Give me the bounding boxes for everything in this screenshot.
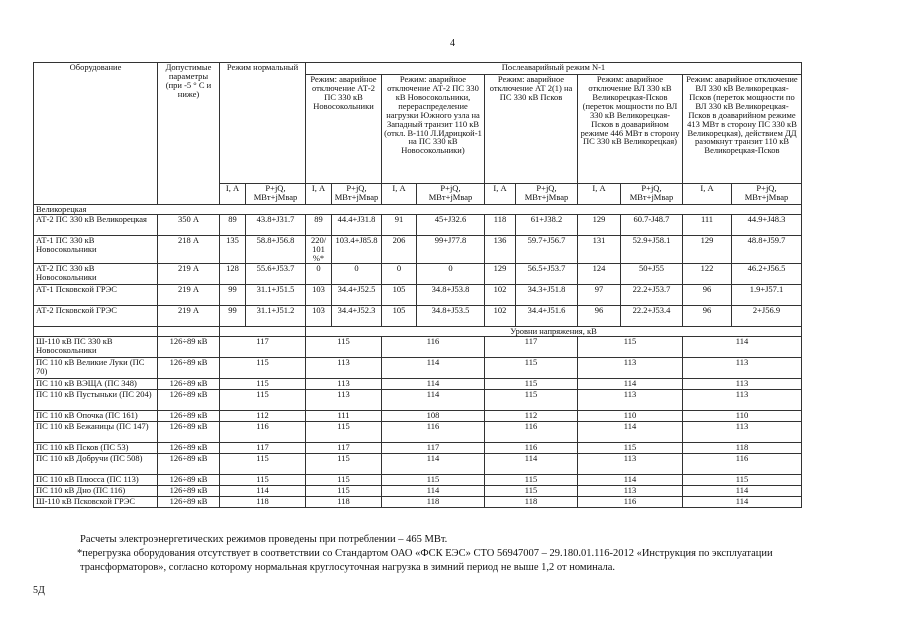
power-value: 31.1+J51.2 xyxy=(246,305,306,326)
substation-name: ПС 110 кВ Опочка (ПС 161) xyxy=(34,410,158,421)
header-mode-4: Режим: аварийное отключение ВЛ 330 кВ Великорецкая-Псков (переток мощности по ВЛ 330 кВ Великорецкая-Псков в доаварийном режиме 446 МВт в сторону ПС 330 кВ Великорецкая) xyxy=(578,75,683,184)
equipment-name: АТ-2 ПС 330 кВ Великорецкая xyxy=(34,214,158,235)
table-row xyxy=(34,453,802,474)
voltage-value: 114 xyxy=(220,485,306,496)
voltage-value: 117 xyxy=(220,336,306,357)
table-row xyxy=(34,421,802,442)
current-value: 129 xyxy=(683,235,732,263)
current-value: 129 xyxy=(578,214,621,235)
allowed-voltage: 126÷89 кВ xyxy=(158,357,220,378)
footer-line-overload-note: *перегрузка оборудования отсутствует в соответствии со Стандартом ОАО «ФСК ЕЭС» СТО 56947007 – 29.180.01.116-2012 «Инструкция по эксплуатации трансформаторов», согласно которому нормальная круглосуточная нагрузка в зимний период не выше 1,2 от номинала. xyxy=(77,548,773,573)
voltage-value: 117 xyxy=(306,442,382,453)
voltage-value: 116 xyxy=(382,421,485,442)
substation-name: ПС 110 кВ Плюсса (ПС 113) xyxy=(34,474,158,485)
current-value: 102 xyxy=(485,305,516,326)
table-row xyxy=(34,235,802,263)
power-value: 43.8+J31.7 xyxy=(246,214,306,235)
current-value: 206 xyxy=(382,235,417,263)
current-value: 0 xyxy=(306,263,332,284)
voltage-value: 115 xyxy=(485,389,578,410)
power-value: 56.5+J53.7 xyxy=(516,263,578,284)
power-value: 2+J56.9 xyxy=(732,305,802,326)
header-mode-2: Режим: аварийное отключение АТ-2 ПС 330 кВ Новосокольники, перераспределение нагрузки Южного узла на Западный транзит 110 кВ (откл. В-110 Л.Идрицкой-1 на ПС 330 кВ Новосокольники) xyxy=(382,75,485,184)
table-row xyxy=(34,378,802,389)
power-value: 48.8+J59.7 xyxy=(732,235,802,263)
current-value: 129 xyxy=(485,263,516,284)
voltage-value: 113 xyxy=(306,357,382,378)
voltage-value: 113 xyxy=(683,389,802,410)
voltage-value: 118 xyxy=(306,496,382,507)
voltage-value: 113 xyxy=(578,485,683,496)
voltage-value: 113 xyxy=(306,378,382,389)
allowed-value: 219 А xyxy=(158,263,220,284)
allowed-voltage: 126÷89 кВ xyxy=(158,421,220,442)
current-value: 111 xyxy=(683,214,732,235)
unit-header-power: P+jQ, МВт+jМвар xyxy=(332,184,382,205)
current-value: 105 xyxy=(382,305,417,326)
current-value: 118 xyxy=(485,214,516,235)
substation-name: ПС 110 кВ Великие Луки (ПС 70) xyxy=(34,357,158,378)
voltage-value: 111 xyxy=(306,410,382,421)
power-value: 0 xyxy=(332,263,382,284)
voltage-section-title: Уровни напряжения, кВ xyxy=(306,326,802,336)
voltage-value: 114 xyxy=(382,357,485,378)
voltage-value: 118 xyxy=(220,496,306,507)
blank-cell xyxy=(220,326,306,336)
substation-name: ПС 110 кВ Пустыньки (ПС 204) xyxy=(34,389,158,410)
current-value: 122 xyxy=(683,263,732,284)
voltage-value: 116 xyxy=(220,421,306,442)
current-value: 89 xyxy=(306,214,332,235)
allowed-value: 350 А xyxy=(158,214,220,235)
power-value: 34.8+J53.5 xyxy=(417,305,485,326)
voltage-value: 115 xyxy=(220,389,306,410)
allowed-voltage: 126÷89 кВ xyxy=(158,485,220,496)
allowed-value: 218 А xyxy=(158,235,220,263)
current-value: 99 xyxy=(220,305,246,326)
current-value: 124 xyxy=(578,263,621,284)
voltage-value: 114 xyxy=(683,496,802,507)
voltage-value: 115 xyxy=(306,485,382,496)
substation-name: ПС 110 кВ Дно (ПС 116) xyxy=(34,485,158,496)
voltage-value: 113 xyxy=(578,389,683,410)
power-value: 46.2+J56.5 xyxy=(732,263,802,284)
power-value: 45+J32.6 xyxy=(417,214,485,235)
substation-name: ПС 110 кВ Бежаницы (ПС 147) xyxy=(34,421,158,442)
voltage-value: 115 xyxy=(220,453,306,474)
header-allowed: Допустимые параметры (при -5 ° С и ниже) xyxy=(158,63,220,205)
voltage-value: 115 xyxy=(485,474,578,485)
power-value: 31.1+J51.5 xyxy=(246,284,306,305)
current-value: 131 xyxy=(578,235,621,263)
substation-name: ПС 110 кВ Псков (ПС 53) xyxy=(34,442,158,453)
voltage-value: 115 xyxy=(306,474,382,485)
voltage-value: 113 xyxy=(683,421,802,442)
blank-cell xyxy=(158,326,220,336)
table-row xyxy=(34,389,802,410)
voltage-value: 115 xyxy=(683,474,802,485)
voltage-value: 113 xyxy=(683,378,802,389)
power-value: 34.3+J51.8 xyxy=(516,284,578,305)
header-mode-5: Режим: аварийное отключение ВЛ 330 кВ Великорецкая-Псков (переток мощности по ВЛ 330 кВ Великорецкая-Псков в доаварийном режиме 413 МВт в сторону ПС 330 кВ Великорецкая), действием ДД разомкнут транзит 110 кВ Великорецкая-Псков xyxy=(683,75,802,184)
allowed-voltage: 126÷89 кВ xyxy=(158,474,220,485)
power-value: 34.4+J52.3 xyxy=(332,305,382,326)
power-value: 34.8+J53.8 xyxy=(417,284,485,305)
equipment-name: АТ-1 Псковской ГРЭС xyxy=(34,284,158,305)
voltage-value: 116 xyxy=(485,421,578,442)
current-value: 103 xyxy=(306,284,332,305)
voltage-value: 113 xyxy=(683,357,802,378)
current-value: 96 xyxy=(578,305,621,326)
table-row xyxy=(34,442,802,453)
allowed-voltage: 126÷89 кВ xyxy=(158,410,220,421)
voltage-value: 115 xyxy=(306,453,382,474)
voltage-value: 118 xyxy=(485,496,578,507)
voltage-value: 115 xyxy=(578,442,683,453)
voltage-value: 115 xyxy=(485,378,578,389)
power-value: 55.6+J53.7 xyxy=(246,263,306,284)
current-value: 91 xyxy=(382,214,417,235)
current-value: 102 xyxy=(485,284,516,305)
voltage-value: 115 xyxy=(485,485,578,496)
table-row xyxy=(34,474,802,485)
power-value: 44.4+J31.8 xyxy=(332,214,382,235)
substation-name: ПС 110 кВ ВЭЩА (ПС 348) xyxy=(34,378,158,389)
voltage-value: 108 xyxy=(382,410,485,421)
voltage-value: 112 xyxy=(485,410,578,421)
substation-name: ПС 110 кВ Добручи (ПС 508) xyxy=(34,453,158,474)
voltage-value: 116 xyxy=(683,453,802,474)
voltage-value: 114 xyxy=(382,485,485,496)
voltage-value: 118 xyxy=(382,496,485,507)
equipment-name: АТ-2 Псковской ГРЭС xyxy=(34,305,158,326)
power-value: 44.9+J48.3 xyxy=(732,214,802,235)
voltage-value: 114 xyxy=(578,378,683,389)
voltage-value: 114 xyxy=(683,485,802,496)
table-row xyxy=(34,496,802,507)
power-value: 99+J77.8 xyxy=(417,235,485,263)
current-value: 105 xyxy=(382,284,417,305)
voltage-value: 113 xyxy=(578,453,683,474)
voltage-value: 115 xyxy=(220,474,306,485)
power-value: 52.9+J58.1 xyxy=(621,235,683,263)
voltage-value: 115 xyxy=(220,357,306,378)
header-post-emergency: Послеаварийный режим N-1 xyxy=(306,63,802,75)
table-row xyxy=(34,284,802,305)
voltage-value: 114 xyxy=(485,453,578,474)
unit-header-power: P+jQ, МВт+jМвар xyxy=(516,184,578,205)
voltage-value: 114 xyxy=(382,453,485,474)
equipment-name: АТ-1 ПС 330 кВ Новосокольники xyxy=(34,235,158,263)
table-row xyxy=(34,305,802,326)
power-value: 34.4+J52.5 xyxy=(332,284,382,305)
power-value: 58.8+J56.8 xyxy=(246,235,306,263)
voltage-value: 116 xyxy=(578,496,683,507)
section-title: Великорецкая xyxy=(34,205,802,215)
voltage-value: 110 xyxy=(578,410,683,421)
voltage-value: 115 xyxy=(306,421,382,442)
current-value: 96 xyxy=(683,284,732,305)
current-value: 99 xyxy=(220,284,246,305)
substation-name: Ш-110 кВ Псковской ГРЭС xyxy=(34,496,158,507)
unit-header-power: P+jQ, МВт+jМвар xyxy=(732,184,802,205)
allowed-voltage: 126÷89 кВ xyxy=(158,336,220,357)
unit-header-current: I, А xyxy=(578,184,621,205)
voltage-value: 117 xyxy=(485,336,578,357)
current-value: 135 xyxy=(220,235,246,263)
current-value: 128 xyxy=(220,263,246,284)
current-value: 89 xyxy=(220,214,246,235)
voltage-value: 114 xyxy=(382,378,485,389)
power-value: 103.4+J85.8 xyxy=(332,235,382,263)
table-row xyxy=(34,410,802,421)
allowed-voltage: 126÷89 кВ xyxy=(158,442,220,453)
substation-name: Ш-110 кВ ПС 330 кВ Новосокольники xyxy=(34,336,158,357)
equipment-table xyxy=(33,62,802,508)
allowed-voltage: 126÷89 кВ xyxy=(158,389,220,410)
header-mode-3: Режим: аварийное отключение АТ 2(1) на ПС 330 кВ Псков xyxy=(485,75,578,184)
voltage-value: 112 xyxy=(220,410,306,421)
power-value: 60.7-J48.7 xyxy=(621,214,683,235)
voltage-value: 114 xyxy=(578,474,683,485)
header-normal: Режим нормальный xyxy=(220,63,306,184)
header-mode-1: Режим: аварийное отключение АТ-2 ПС 330 кВ Новосокольники xyxy=(306,75,382,184)
page-number: 4 xyxy=(450,38,455,49)
table-row xyxy=(34,336,802,357)
voltage-value: 114 xyxy=(683,336,802,357)
current-value: 97 xyxy=(578,284,621,305)
unit-header-current: I, А xyxy=(683,184,732,205)
voltage-value: 114 xyxy=(578,421,683,442)
power-value: 0 xyxy=(417,263,485,284)
voltage-value: 114 xyxy=(382,389,485,410)
unit-header-current: I, А xyxy=(382,184,417,205)
voltage-value: 116 xyxy=(382,336,485,357)
current-value: 96 xyxy=(683,305,732,326)
unit-header-current: I, А xyxy=(220,184,246,205)
allowed-value: 219 А xyxy=(158,284,220,305)
voltage-value: 118 xyxy=(683,442,802,453)
voltage-value: 117 xyxy=(220,442,306,453)
equipment-name: АТ-2 ПС 330 кВ Новосокольники xyxy=(34,263,158,284)
table-row xyxy=(34,357,802,378)
voltage-value: 115 xyxy=(485,357,578,378)
unit-header-power: P+jQ, МВт+jМвар xyxy=(246,184,306,205)
unit-header-power: P+jQ, МВт+jМвар xyxy=(417,184,485,205)
voltage-value: 115 xyxy=(220,378,306,389)
voltage-value: 116 xyxy=(485,442,578,453)
current-value: 0 xyxy=(382,263,417,284)
power-value: 1.9+J57.1 xyxy=(732,284,802,305)
current-value: 136 xyxy=(485,235,516,263)
voltage-value: 117 xyxy=(382,442,485,453)
voltage-value: 113 xyxy=(306,389,382,410)
current-value: 103 xyxy=(306,305,332,326)
table-row xyxy=(34,214,802,235)
footer-line-consumption: Расчеты электроэнергетических режимов проведены при потреблении – 465 МВт. xyxy=(80,534,448,545)
blank-cell xyxy=(34,326,158,336)
power-value: 34.4+J51.6 xyxy=(516,305,578,326)
voltage-value: 115 xyxy=(578,336,683,357)
voltage-value: 115 xyxy=(382,474,485,485)
power-value: 22.2+J53.7 xyxy=(621,284,683,305)
power-value: 22.2+J53.4 xyxy=(621,305,683,326)
corner-mark: 5Д xyxy=(33,585,45,596)
power-value: 61+J38.2 xyxy=(516,214,578,235)
power-value: 59.7+J56.7 xyxy=(516,235,578,263)
allowed-voltage: 126÷89 кВ xyxy=(158,496,220,507)
unit-header-current: I, А xyxy=(485,184,516,205)
allowed-voltage: 126÷89 кВ xyxy=(158,453,220,474)
power-value: 50+J55 xyxy=(621,263,683,284)
header-equipment: Оборудование xyxy=(34,63,158,205)
footer-notes xyxy=(77,533,825,575)
voltage-value: 115 xyxy=(306,336,382,357)
unit-header-current: I, А xyxy=(306,184,332,205)
allowed-value: 219 А xyxy=(158,305,220,326)
table-row xyxy=(34,263,802,284)
table-row xyxy=(34,485,802,496)
allowed-voltage: 126÷89 кВ xyxy=(158,378,220,389)
voltage-value: 113 xyxy=(578,357,683,378)
current-value: 220/ 101 %* xyxy=(306,235,332,263)
unit-header-power: P+jQ, МВт+jМвар xyxy=(621,184,683,205)
voltage-value: 110 xyxy=(683,410,802,421)
